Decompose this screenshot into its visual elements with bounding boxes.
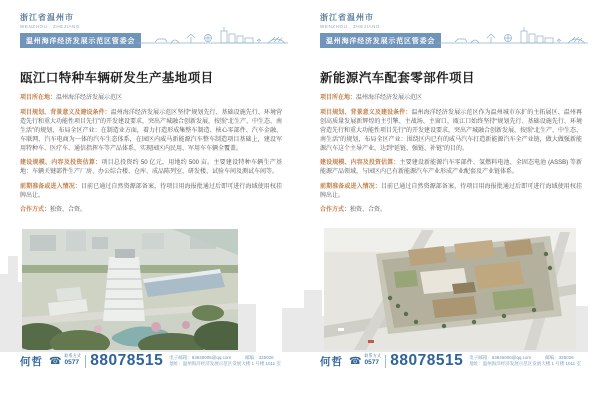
- scale-value: 主要建设新能源汽车零部件、氢燃料电池、全固态电池 (ASSB) 等新能源产品领域，与园区内已有新能源汽车产业形成产业配套及产业链体系。: [320, 160, 582, 175]
- address-value: 温州海洋经济发展示范区发展大楼 1 号楼 1011 室: [182, 361, 281, 366]
- postal-value: 325026: [258, 354, 274, 360]
- email-value: 63846006@qq.com: [191, 354, 232, 360]
- planning-row: [20, 109, 282, 154]
- cooperation-value: 独资、合资。: [50, 207, 87, 213]
- address-value: 温州海洋经济发展示范区发展大楼 1 号楼 1011 室: [482, 361, 581, 366]
- address-line: [169, 361, 281, 368]
- planning-value: 温州海洋经济发展示范区坚持“规划先行、基础设施先行、环境营造先行和重大功能性项目先行”的开发建设要求，突出产城融合创新发展，按照“北生产、中生态、南生活”的规划，布局全区产业：在制造业方面，着力打造形成集整车制造、核心零部件、汽车金融、车联网、汽车电商为一体的汽车生态体系，在园区内威马新能源汽车整车制造项目基础上，建设军用特种车、医疗车、通信指挥车等产品体系，实现园区内民用、军用车车辆全覆盖。: [20, 109, 282, 152]
- contact-label: 联系方式: [364, 354, 382, 359]
- location-row: [20, 94, 282, 103]
- org-badge: 温州海洋经济发展示范区管委会: [20, 33, 141, 48]
- address-label: 地址：: [469, 361, 483, 366]
- photo-band: [300, 208, 600, 354]
- preparation-label: 前期准备或进入情况：: [320, 183, 381, 190]
- org-badge: 温州海洋经济发展示范区管委会: [320, 33, 441, 48]
- scale-label: 建设规模、内容及投资估算：: [20, 160, 102, 166]
- area-code: 0577: [64, 359, 79, 367]
- location-row: [320, 94, 582, 103]
- postal-label: 邮编：: [545, 354, 559, 360]
- project-photo: [324, 228, 576, 350]
- contact-footer: [20, 352, 284, 370]
- scale-value: 项目总投资约 50 亿元，用地约 500 亩。主要建设特种车辆生产基地：车辆关键部件生产厂房、办公综合楼、仓库、成品陈列室、研发楼、试验车间及测试车间等。: [20, 160, 282, 175]
- location-value: 温州海洋经济发展示范区: [56, 95, 123, 101]
- project-title: 瓯江口特种车辆研发生产基地项目: [20, 71, 214, 85]
- location-label: 项目所在地：: [20, 95, 57, 101]
- contact-label: 联系方式: [64, 354, 82, 359]
- contact-info: [469, 355, 581, 368]
- address-label: 地址：: [169, 361, 183, 366]
- location-label: 项目所在地：: [320, 95, 357, 101]
- contact-name: 何哲: [20, 355, 43, 368]
- area-code: 0577: [364, 359, 379, 367]
- contact-name: 何哲: [320, 355, 343, 368]
- preparation-value: 目前已通过自然资源部备案，待项目用海报批通过后即可进行海域使用权挂牌出让。: [320, 183, 582, 199]
- scale-row: [320, 159, 582, 177]
- email-label: 电子邮箱：: [469, 354, 492, 360]
- cooperation-value: 独资、合资。: [350, 207, 387, 213]
- email-value: 63846006@qq.com: [491, 354, 532, 360]
- photo-band: [0, 208, 300, 354]
- header-brand: [20, 12, 141, 48]
- project-title: 新能源汽车配套零部件项目: [320, 71, 475, 85]
- scale-row: [20, 159, 282, 177]
- phone-number: 88078515: [90, 352, 164, 369]
- address-line: [469, 361, 581, 368]
- page-right: [300, 0, 600, 404]
- phone-number: 88078515: [390, 352, 464, 369]
- project-details: [320, 94, 582, 221]
- header-brand: [320, 12, 441, 48]
- phone-icon: ☎: [349, 355, 362, 367]
- postal-label: 邮编：: [245, 354, 259, 360]
- planning-row: [320, 109, 582, 154]
- region-name: 浙江省温州市: [320, 13, 374, 22]
- region-name: 浙江省温州市: [20, 13, 74, 22]
- postal-value: 325026: [558, 354, 574, 360]
- region-name-en: WENZHOU , ZHEJIANG: [20, 24, 81, 29]
- planning-label: 项目规划、背景意义及建设条件：: [20, 109, 111, 116]
- contact-info: [169, 355, 281, 368]
- planning-label: 项目规划、背景意义及建设条件：: [320, 109, 412, 116]
- preparation-row: [20, 183, 282, 201]
- area-code-block: [64, 355, 81, 366]
- city-skyline-illustration: [135, 26, 290, 46]
- region-name-en: WENZHOU , ZHEJIANG: [320, 24, 381, 29]
- preparation-value: 目前已通过自然资源部备案，待项目用海报批通过后即可进行海域使用权挂牌出让。: [20, 183, 282, 199]
- location-value: 温州海洋经济发展示范区: [356, 95, 423, 101]
- planning-value: 温州海洋经济发展示范区作为温州城市东扩的主拓展区、温州再创高质量发展新辉煌的主引擎、主战场、主窗口，瓯江口始终坚持“规划先行、基础设施先行、环境营造先行和重大功能性项目先行”的开发建设要求，突出产城融合创新发展，按照“北生产、中生态、南生活”的规划，布局全区产业：围绕区内已有的威马汽车打造新能源汽车全产业链，做大做强新能源汽车这个主导产业，达到“延链、强链、补链”的目的。: [320, 109, 582, 152]
- contact-footer: [320, 352, 584, 370]
- cooperation-label: 合作方式：: [320, 207, 351, 213]
- footer-divider: [385, 355, 386, 368]
- project-details: [20, 94, 282, 221]
- footer-divider: [85, 355, 86, 368]
- city-skyline-illustration: [435, 26, 590, 46]
- preparation-row: [320, 183, 582, 201]
- cooperation-label: 合作方式：: [20, 207, 51, 213]
- preparation-label: 前期准备或进入情况：: [20, 183, 81, 190]
- area-code-block: [364, 355, 381, 366]
- phone-icon: ☎: [49, 355, 62, 367]
- project-photo: [22, 229, 238, 350]
- scale-label: 建设规模、内容及投资估算：: [320, 160, 400, 166]
- email-label: 电子邮箱：: [169, 354, 192, 360]
